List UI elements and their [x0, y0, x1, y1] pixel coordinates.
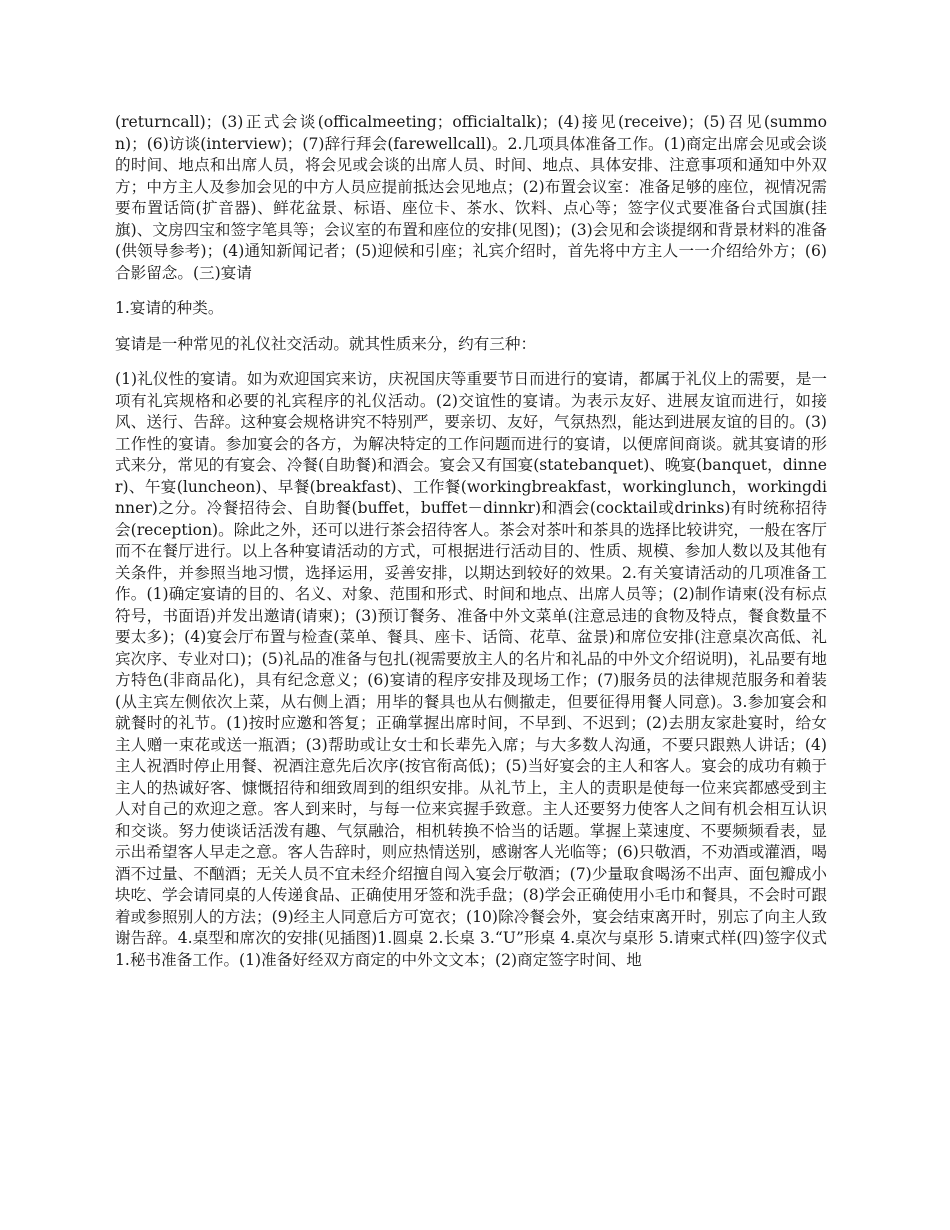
paragraph-banquet-details: (1)礼仪性的宴请。如为欢迎国宾来访，庆祝国庆等重要节日而进行的宴请，都属于礼仪上的需要，是一项有礼宾规格和必要的礼宾程序的礼仪活动。(2)交谊性的宴请。为表示友好、进展友谊而进行，如接风、送行、告辞。这种宴会规格讲究不特别严，要亲切、友好，气氛热烈，能达到进展友谊的目的。(3)工作性的宴请。参加宴会的各方，为解决特定的工作问题而进行的宴请，以便席间商谈。就其宴请的形式来分，常见的有宴会、冷餐(自助餐)和酒会。宴会又有国宴(statebanquet)、晚宴(banquet，dinner)、午宴(luncheon)、早餐(breakfast)、工作餐(workingbreakfast，workinglunch，workingdinner)之分。冷餐招待会、自助餐(buffet，buffet－dinnkr)和酒会(cocktail或drinks)有时统称招待会(reception)。除此之外，还可以进行茶会招待客人。茶会对茶叶和茶具的选择比较讲究，一般在客厅而不在餐厅进行。以上各种宴请活动的方式，可根据进行活动目的、性质、规模、参加人数以及其他有关条件，并参照当地习惯，选择运用，妥善安排，以期达到较好的效果。2.有关宴请活动的几项准备工作。(1)确定宴请的目的、名义、对象、范围和形式、时间和地点、出席人员等；(2)制作请柬(没有标点符号，书面语)并发出邀请(请柬)；(3)预订餐务、准备中外文菜单(注意忌违的食物及特点，餐食数量不要太多)；(4)宴会厅布置与检查(菜单、餐具、座卡、话筒、花草、盆景)和席位安排(注意桌次高低、礼宾次序、专业对口)；(5)礼品的准备与包扎(视需要放主人的名片和礼品的中外文介绍说明)，礼品要有地方特色(非商品化)，具有纪念意义；(6)宴请的程序安排及现场工作；(7)服务员的法律规范服务和着装(从主宾左侧依次上菜，从右侧上酒；用毕的餐具也从右侧撤走，但要征得用餐人同意)。3.参加宴会和就餐时的礼节。(1)按时应邀和答复；正确掌握出席时间，不早到、不迟到；(2)去朋友家赴宴时，给女主人赠一束花或送一瓶酒；(3)帮助或让女士和长辈先入席；与大多数人沟通，不要只跟熟人讲话；(4)主人祝酒时停止用餐、祝酒注意先后次序(按官衔高低)；(5)当好宴会的主人和客人。宴会的成功有赖于主人的热诚好客、慷慨招待和细致周到的组织安排。从礼节上，主人的责职是使每一位来宾都感受到主人对自己的欢迎之意。客人到来时，与每一位来宾握手致意。主人还要努力使客人之间有机会相互认识和交谈。努力使谈话活泼有趣、气氛融洽，相机转换不恰当的话题。掌握上菜速度、不要频频看表，显示出希望客人早走之意。客人告辞时，则应热情送别，感谢客人光临等；(6)只敬酒，不劝酒或灌酒，喝酒不过量、不酗酒；无关人员不宜未经介绍擅自闯入宴会厅敬酒；(7)少量取食喝汤不出声、面包瓣成小块吃、学会请同桌的人传递食品、正确使用牙签和洗手盘；(8)学会正确使用小毛巾和餐具，不会时可跟着或参照别人的方法；(9)经主人同意后方可宽衣；(10)除冷餐会外，宴会结束离开时，别忘了向主人致谢告辞。4.桌型和席次的安排(见插图)1.圆桌 2.长桌 3.“U”形桌 4.桌次与桌形 5.请柬式样(四)签字仪式 1.秘书准备工作。(1)准备好经双方商定的中外文文本；(2)商定签字时间、地 [115, 370, 827, 969]
paragraph-banquet-types-heading: 1.宴请的种类。 [115, 299, 224, 317]
paragraph-banquet-intro: 宴请是一种常见的礼仪社交活动。就其性质来分，约有三种： [115, 334, 537, 353]
paragraph-meetings-preparation: (returncall)；(3)正式会谈(officalmeeting；officialtalk)；(4)接见(receive)；(5)召见(summon)；(6)访谈(interview)；(7)辞行拜会(farewellcall)。2.几项具体准备工作。(1)商定出席会见或会谈的时间、地点和出席人员，将会见或会谈的出席人员、时间、地点、具体安排、注意事项和通知中外双方；中方主人及参加会见的中方人员应提前抵达会见地点；(2)布置会议室：准备足够的座位，视情况需要布置话筒(扩音器)、鲜花盆景、标语、座位卡、茶水、饮料、点心等；签字仪式要准备台式国旗(挂旗)、文房四宝和签字笔具等；会议室的布置和座位的安排(见图)；(3)会见和会谈提纲和背景材料的准备(供领导参考)；(4)通知新闻记者；(5)迎候和引座；礼宾介绍时，首先将中方主人一一介绍给外方；(6)合影留念。(三)宴请 [115, 113, 827, 282]
document-body [115, 112, 827, 985]
